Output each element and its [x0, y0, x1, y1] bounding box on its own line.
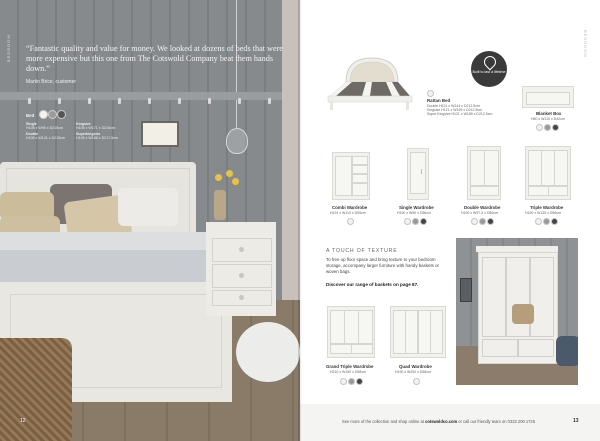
drawer-knob	[239, 273, 244, 278]
grand-triple-wardrobe-image	[327, 306, 375, 358]
peg-hook	[118, 98, 121, 104]
framed-picture	[460, 278, 472, 302]
wardrobe-door	[528, 150, 542, 186]
wardrobe-door	[330, 310, 345, 344]
drawer	[518, 339, 554, 357]
grand-triple-wardrobe-name: Grand Triple Wardrobe	[326, 364, 374, 369]
drawer	[470, 186, 499, 196]
color-swatch-grey	[479, 218, 486, 225]
bedside-table	[206, 222, 276, 316]
color-swatch-white	[536, 124, 543, 131]
rattan-bed-image	[322, 52, 414, 120]
triple-wardrobe-dims: H190 x W135 x D56cm	[525, 211, 561, 215]
blanket-box-image	[522, 86, 574, 108]
section-label: BEDROOM	[6, 34, 11, 62]
peg-hook	[28, 98, 31, 104]
color-swatch-grey	[348, 378, 355, 385]
texture-body: To free up floor space and bring texture to your bedroom storage, accompany larger furniture with handy baskets or woven bags.	[326, 257, 439, 274]
wardrobe-door	[410, 152, 426, 194]
color-swatch-white	[404, 218, 411, 225]
texture-heading: A TOUCH OF TEXTURE	[326, 248, 398, 254]
blue-armchair	[556, 336, 578, 366]
section-label: BEDROOM	[583, 30, 588, 58]
drawer	[212, 264, 272, 288]
wardrobe-door	[430, 310, 443, 354]
single-wardrobe-name: Single Wardrobe	[399, 205, 434, 210]
size-double: Double H105 x W141 x D215cm	[26, 132, 65, 141]
color-swatch-white	[347, 218, 354, 225]
flower	[226, 170, 233, 177]
drawer	[330, 344, 352, 354]
color-swatch-white	[471, 218, 478, 225]
blanket-box-dims: H50 x W110 x D42cm	[531, 117, 565, 121]
color-swatch-charcoal	[420, 218, 427, 225]
baskets-link[interactable]: Discover our range of baskets on page 87.	[326, 282, 419, 287]
size-kingsize: Kingsize H105 x W171 x D215cm	[76, 122, 115, 131]
glass-pendant-lamp	[226, 128, 248, 154]
color-swatch-charcoal	[551, 218, 558, 225]
wardrobe-door	[344, 310, 359, 344]
wardrobe-door	[335, 156, 352, 196]
triple-wardrobe-image	[525, 146, 571, 200]
drawer-knob	[239, 247, 244, 252]
combi-wardrobe-dims: H191 x W110 x D55cm	[330, 211, 366, 215]
peg-hook	[238, 98, 241, 104]
double-wardrobe-name: Double Wardrobe	[464, 205, 501, 210]
color-swatch-white	[340, 378, 347, 385]
drawer	[352, 165, 368, 174]
color-swatch-white	[413, 378, 420, 385]
drawer	[352, 156, 368, 165]
color-swatch-white	[39, 110, 48, 119]
size-single: Single H105 x W95 x D215cm	[26, 122, 63, 131]
sheepskin-rug	[236, 322, 300, 382]
wardrobe-room-photo	[456, 238, 578, 385]
color-swatch-charcoal	[487, 218, 494, 225]
page-gutter	[298, 0, 302, 441]
wardrobe-door	[506, 257, 530, 337]
door-handle	[421, 169, 422, 174]
drawer	[352, 183, 368, 196]
flower	[232, 178, 239, 185]
color-swatch-grey	[544, 124, 551, 131]
drawer	[482, 339, 518, 357]
box-panel	[526, 92, 570, 105]
footer-text: See more of the collection and shop online at cotswoldco.com or call our friendly team on 0333 200 1725	[342, 419, 535, 424]
color-swatch-charcoal	[356, 378, 363, 385]
triple-wardrobe-name: Triple Wardrobe	[530, 205, 564, 210]
wardrobe-door	[482, 257, 506, 337]
white-pillow	[118, 188, 178, 226]
page-number: 13	[573, 418, 579, 424]
color-swatch-grey	[48, 110, 57, 119]
page-number: 12	[20, 418, 26, 424]
double-wardrobe-image	[467, 146, 501, 200]
peg-hook	[178, 98, 181, 104]
color-swatch-grey	[543, 218, 550, 225]
drawer	[528, 186, 549, 196]
peg-hook	[208, 98, 211, 104]
drawer	[352, 174, 368, 183]
rattan-bed-name: Rattan Bed	[427, 98, 451, 103]
wardrobe-door	[541, 150, 555, 186]
wardrobe-door	[405, 310, 418, 354]
website-link[interactable]: cotswoldco.com	[425, 419, 458, 424]
peg-hook	[268, 98, 271, 104]
color-swatch-white	[427, 90, 434, 97]
quad-wardrobe-dims: H190 x W200 x D58cm	[395, 370, 431, 374]
wicker-basket	[0, 338, 72, 441]
badge-text: Built to last a lifetime	[472, 70, 506, 74]
woven-bag	[512, 304, 534, 324]
rattan-bed-dims: Double H121 x W144 x D212.5cm Kingsize H121 x W159 x D212.5cm Super Kingsize H121 x W189 x D212.5cm	[427, 104, 493, 117]
quad-wardrobe-image	[390, 306, 446, 358]
drawer-knob	[239, 295, 244, 300]
framed-picture	[141, 121, 179, 147]
peg-hook	[58, 98, 61, 104]
color-swatch-charcoal	[552, 124, 559, 131]
color-swatch-grey	[412, 218, 419, 225]
wardrobe-door	[530, 257, 554, 337]
wardrobe-door	[554, 150, 568, 186]
single-wardrobe-image	[407, 148, 429, 200]
drawer	[212, 238, 272, 262]
quote-author: Martin Brice, customer	[26, 79, 77, 85]
wardrobe-door	[358, 310, 373, 344]
double-wardrobe-dims: H190 x W97.5 x D56cm	[461, 211, 498, 215]
blanket-box-name: Blanket Box	[536, 111, 562, 116]
peg-hook	[148, 98, 151, 104]
quad-wardrobe-name: Quad Wardrobe	[399, 364, 432, 369]
flower	[215, 174, 222, 181]
combi-wardrobe-image	[332, 152, 370, 200]
drawer	[351, 344, 373, 354]
wardrobe-door	[484, 150, 499, 186]
flower-vase	[214, 190, 226, 220]
peg-hook	[88, 98, 91, 104]
product-label: Bed	[26, 113, 35, 118]
size-superkingsize: Superkingsize H105 x W186 x D217.5cm	[76, 132, 118, 141]
single-wardrobe-dims: H190 x W50 x D56cm	[397, 211, 432, 215]
color-swatch-charcoal	[57, 110, 66, 119]
drawer	[548, 186, 568, 196]
drawer	[212, 290, 272, 306]
wardrobe-door	[470, 150, 485, 186]
color-swatch-white	[535, 218, 542, 225]
grand-triple-wardrobe-dims: H210 x W150 x D58cm	[330, 370, 366, 374]
combi-wardrobe-name: Combi Wardrobe	[332, 205, 368, 210]
customer-quote: “Fantastic quality and value for money. We looked at dozens of beds that were more expensive but this one from The Cotswold Company beat them hands down.”	[26, 44, 283, 74]
